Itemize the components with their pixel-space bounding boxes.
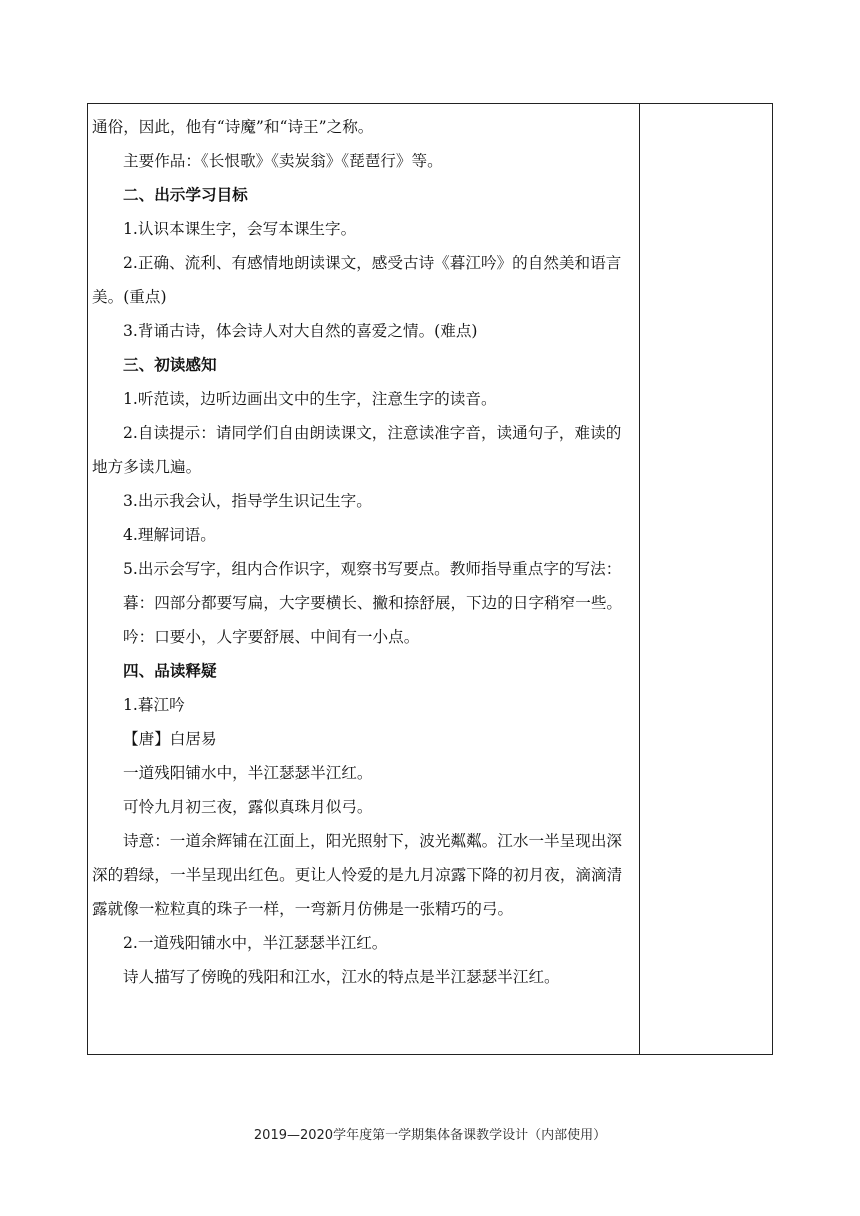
reading-item-2: 2.自读提示：请同学们自由朗读课文，注意读准字音，读通句子，难读的地方多读几遍。 bbox=[92, 424, 622, 476]
paragraph-intro-end: 通俗，因此，他有“诗魔”和“诗王”之称。 bbox=[92, 118, 374, 136]
section-heading-first-reading: 三、初读感知 bbox=[123, 356, 217, 374]
poem-line-1: 一道残阳铺水中，半江瑟瑟半江红。 bbox=[123, 764, 373, 782]
page-footer: 2019—2020学年度第一学期集体备课教学设计（内部使用） bbox=[253, 1128, 607, 1143]
writing-tip-mu: 暮：四部分都要写扁，大字要横长、撇和捺舒展，下边的日字稍窄一些。 bbox=[123, 594, 623, 612]
column-divider bbox=[639, 104, 640, 1054]
writing-tip-yin: 吟：口要小，人字要舒展、中间有一小点。 bbox=[123, 628, 420, 646]
goal-item-1: 1.认识本课生字，会写本课生字。 bbox=[123, 220, 357, 238]
lesson-table bbox=[87, 103, 773, 1055]
poem-title: 1.暮江吟 bbox=[123, 696, 185, 714]
reading-item-5: 5.出示会写字，组内合作识字，观察书写要点。教师指导重点字的写法： bbox=[123, 560, 622, 578]
reading-item-4: 4.理解词语。 bbox=[123, 526, 216, 544]
goal-item-2: 2.正确、流利、有感情地朗读课文，感受古诗《暮江吟》的自然美和语言美。(重点) bbox=[92, 254, 622, 306]
reading-item-3: 3.出示我会认，指导学生识记生字。 bbox=[123, 492, 372, 510]
lesson-content-cell bbox=[92, 110, 632, 994]
poem-author: 【唐】白居易 bbox=[123, 730, 217, 748]
goal-item-3: 3.背诵古诗，体会诗人对大自然的喜爱之情。(难点) bbox=[123, 322, 478, 340]
section-heading-analysis: 四、品读释疑 bbox=[123, 662, 217, 680]
paragraph-major-works: 主要作品：《长恨歌》《卖炭翁》《琵琶行》等。 bbox=[123, 152, 443, 170]
poem-line-2: 可怜九月初三夜，露似真珠月似弓。 bbox=[123, 798, 373, 816]
section-heading-goals: 二、出示学习目标 bbox=[123, 186, 248, 204]
analysis-note: 诗人描写了傍晚的残阳和江水，江水的特点是半江瑟瑟半江红。 bbox=[123, 968, 560, 986]
analysis-item-2: 2.一道残阳铺水中，半江瑟瑟半江红。 bbox=[123, 934, 388, 952]
poem-meaning: 诗意：一道余辉铺在江面上，阳光照射下，波光粼粼。江水一半呈现出深深的碧绿，一半呈现出红色。更让人怜爱的是九月凉露下降的初月夜，滴滴清露就像一粒粒真的珠子一样，一弯新月仿佛是一张精巧的弓。 bbox=[92, 832, 623, 918]
reading-item-1: 1.听范读，边听边画出文中的生字，注意生字的读音。 bbox=[123, 390, 497, 408]
